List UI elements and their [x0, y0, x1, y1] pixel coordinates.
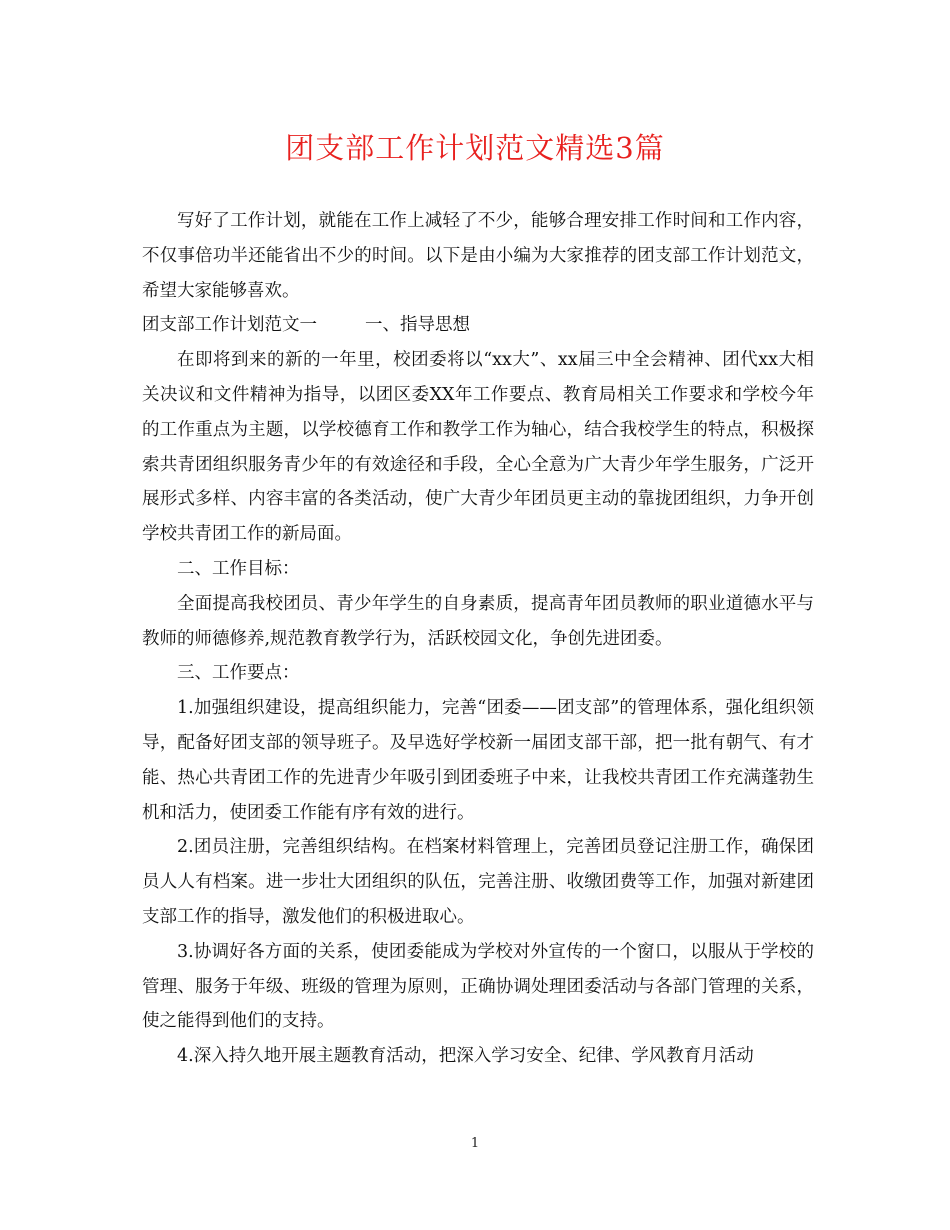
work-point-3: 3.协调好各方面的关系，使团委能成为学校对外宣传的一个窗口，以服从于学校的管理、服务于年级、班级的管理为原则，正确协调处理团委活动与各部门管理的关系，使之能得到他们的支持。	[142, 941, 814, 1032]
guiding-ideology-paragraph: 在即将到来的新的一年里，校团委将以“xx大”、xx届三中全会精神、团代xx大相关决议和文件精神为指导，以团区委XX年工作要点、教育局相关工作要求和学校今年的工作重点为主题，以学校德育工作和教学工作为轴心，结合我校学生的特点，积极探索共青团组织服务青少年的有效途径和手段，全心全意为广大青少年学生服务，广泛开展形式多样、内容丰富的各类活动，使广大青少年团员更主动的靠拢团组织，力争开创学校共青团工作的新局面。	[142, 350, 814, 545]
section-heading-guiding-ideology: 一、指导思想	[365, 315, 470, 336]
document-title: 团支部工作计划范文精选3篇	[285, 131, 665, 165]
intro-paragraph: 写好了工作计划，就能在工作上减轻了不少，能够合理安排工作时间和工作内容，不仅事倍功半还能省出不少的时间。以下是由小编为大家推荐的团支部工作计划范文，希望大家能够喜欢。	[142, 211, 814, 301]
document-body	[142, 204, 814, 1074]
heading-work-goals: 二、工作目标：	[177, 558, 300, 579]
work-point-4: 4.深入持久地开展主题教育活动，把深入学习安全、纪律、学风教育月活动	[177, 1046, 754, 1067]
page-number: 1	[470, 1136, 480, 1151]
work-goals-paragraph: 全面提高我校团员、青少年学生的自身素质，提高青年团员教师的职业道德水平与教师的师德修养,规范教育教学行为，活跃校园文化，争创先进团委。	[142, 593, 814, 649]
section-title: 团支部工作计划范文一	[142, 315, 317, 336]
heading-work-points: 三、工作要点：	[177, 663, 300, 684]
section-title-line	[142, 308, 814, 343]
work-point-2: 2.团员注册，完善组织结构。在档案材料管理上，完善团员登记注册工作，确保团员人人有档案。进一步壮大团组织的队伍，完善注册、收缴团费等工作，加强对新建团支部工作的指导，激发他们的积极进取心。	[142, 837, 814, 927]
work-point-1: 1.加强组织建设，提高组织能力，完善“团委——团支部”的管理体系，强化组织领导，配备好团支部的领导班子。及早选好学校新一届团支部干部，把一批有朝气、有才能、热心共青团工作的先进青少年吸引到团委班子中来，让我校共青团工作充满蓬勃生机和活力，使团委工作能有序有效的进行。	[142, 698, 814, 823]
